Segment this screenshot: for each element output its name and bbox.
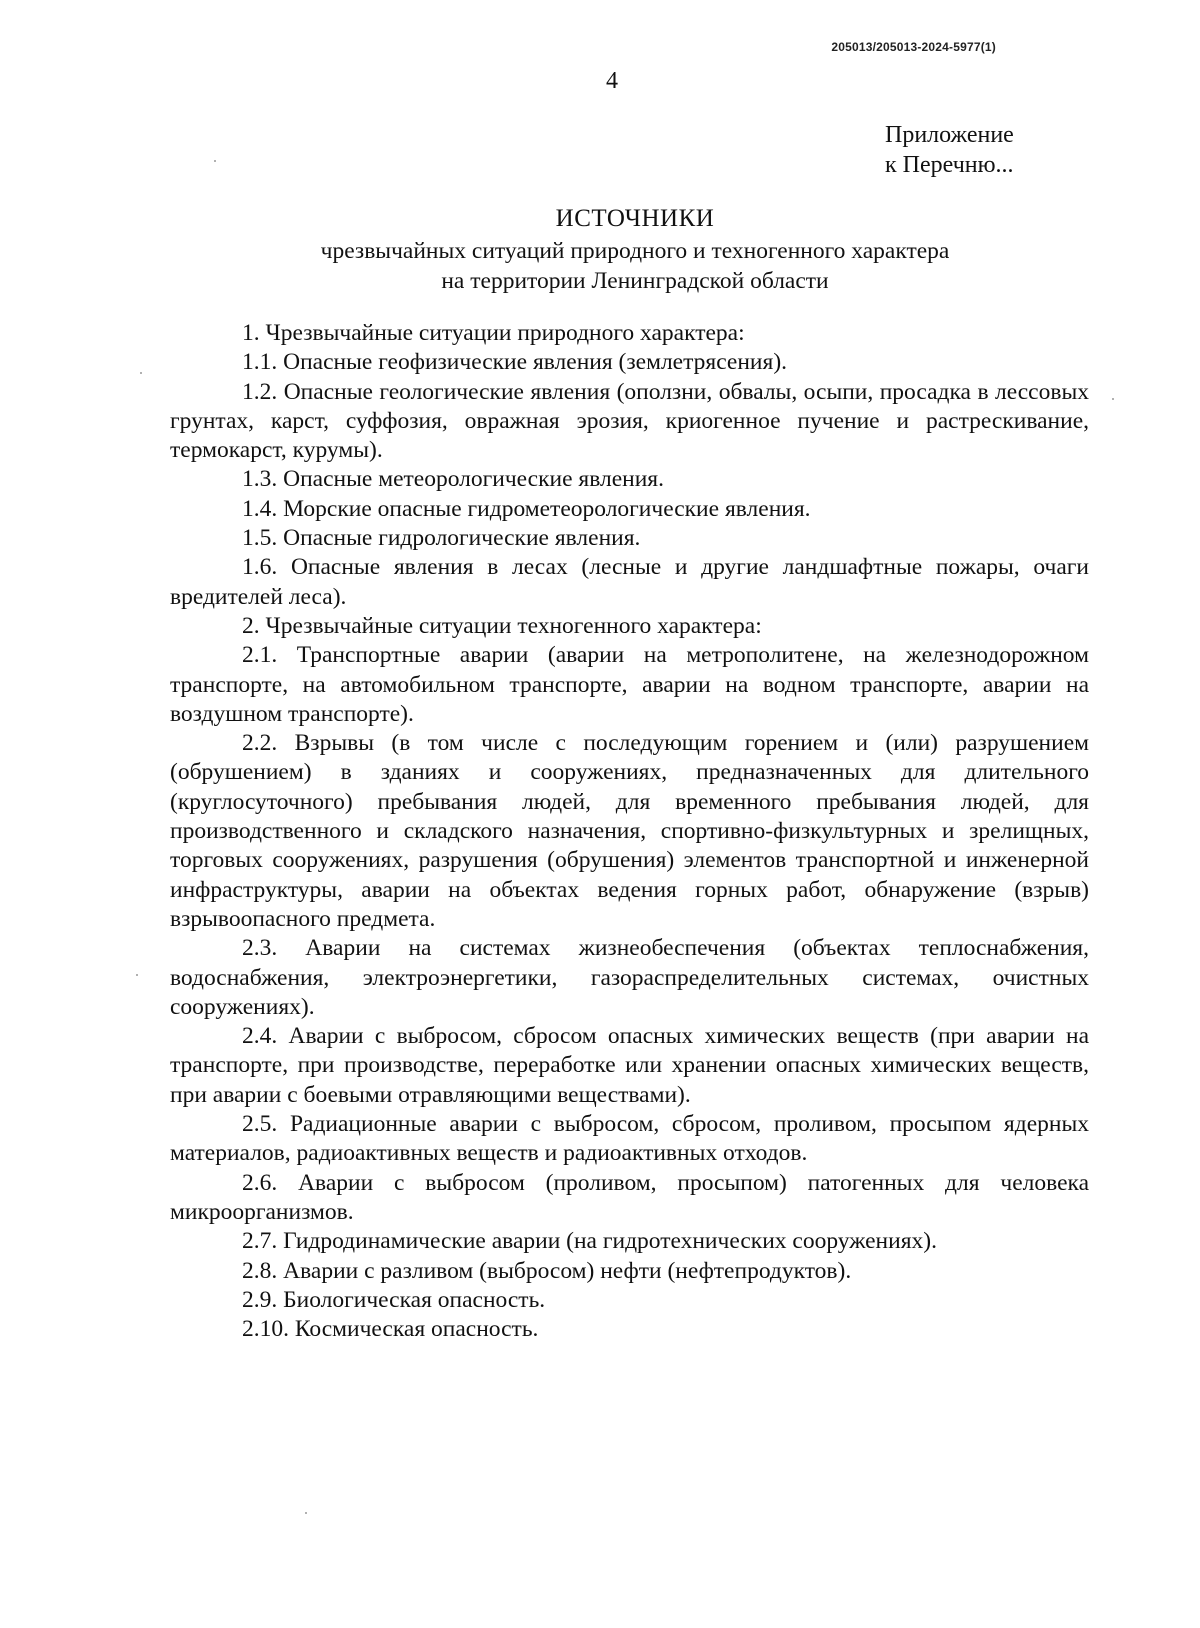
list-item: 1. Чрезвычайные ситуации природного характера: (242, 320, 745, 346)
appendix-reference (885, 120, 1014, 180)
list-item: 2.1. Транспортные аварии (аварии на метрополитене, на железнодорожном транспорте, на автомобильном транспорте, аварии на водном транспорте, аварии на воздушном транспорте). (170, 642, 1089, 727)
scan-speck (140, 372, 142, 374)
document-body (170, 319, 1089, 1344)
subtitle-line-1: чрезвычайных ситуаций природного и техногенного характера (320, 238, 950, 264)
list-item: 1.6. Опасные явления в лесах (лесные и другие ландшафтные пожары, очаги вредителей леса). (170, 554, 1089, 610)
list-item: 1.4. Морские опасные гидрометеорологические явления. (242, 495, 811, 522)
list-item: 2.9. Биологическая опасность. (242, 1286, 546, 1313)
list-item: 2.2. Взрывы (в том числе с последующим горением и (или) разрушением (обрушением) в зданиях и сооружениях, предназначенных для длительного (круглосуточного) пребывания людей, для временного пребывания людей, для производственного и складского назначения, спортивно-физкультурных и зрелищных, торговых сооружениях, разрушения (обрушения) элементов транспортной и инженерной инфраструктуры, аварии на объектах ведения горных работ, обнаружение (взрыв) взрывоопасного предмета. (170, 730, 1089, 932)
list-item: 1.3. Опасные метеорологические явления. (242, 466, 664, 493)
list-item: 2.5. Радиационные аварии с выбросом, сбросом, проливом, просыпом ядерных материалов, радиоактивных веществ и радиоактивных отходов. (170, 1111, 1089, 1167)
scan-speck (305, 1512, 307, 1514)
list-item: 1.1. Опасные геофизические явления (землетрясения). (242, 349, 788, 376)
document-subtitle (170, 236, 1100, 296)
list-item: 2.7. Гидродинамические аварии (на гидротехнических сооружениях). (242, 1228, 937, 1255)
list-item: 2.4. Аварии с выбросом, сбросом опасных химических веществ (при аварии на транспорте, при производстве, переработке или хранении опасных химических веществ, при аварии с боевыми отравляющими веществами). (170, 1023, 1089, 1108)
appendix-line-1: Приложение (885, 122, 1014, 148)
scan-speck (136, 974, 138, 976)
document-title: ИСТОЧНИКИ (555, 205, 715, 232)
list-item: 2.10. Космическая опасность. (242, 1316, 539, 1343)
list-item: 2. Чрезвычайные ситуации техногенного характера: (242, 612, 762, 639)
list-item: 2.6. Аварии с выбросом (проливом, просыпом) патогенных для человека микроорганизмов. (170, 1169, 1089, 1225)
scan-speck (214, 160, 216, 162)
list-item: 1.5. Опасные гидрологические явления. (242, 525, 641, 552)
appendix-line-2: к Перечню... (885, 152, 1014, 178)
list-item: 1.2. Опасные геологические явления (оползни, обвалы, осыпи, просадка в лессовых грунтах, карст, суффозия, овражная эрозия, криогенное пучение и растрескивание, термокарст, курумы). (170, 378, 1089, 464)
scan-speck (1112, 398, 1114, 400)
document-code: 205013/205013-2024-5977(1) (831, 40, 996, 54)
list-item: 2.3. Аварии на системах жизнеобеспечения (объектах теплоснабжения, водоснабжения, электроэнергетики, газораспределительных системах, очистных сооружениях). (170, 935, 1089, 1020)
list-item: 2.8. Аварии с разливом (выбросом) нефти (нефтепродуктов). (242, 1257, 852, 1284)
page-number: 4 (606, 68, 618, 94)
subtitle-line-2: на территории Ленинградской области (441, 268, 829, 294)
